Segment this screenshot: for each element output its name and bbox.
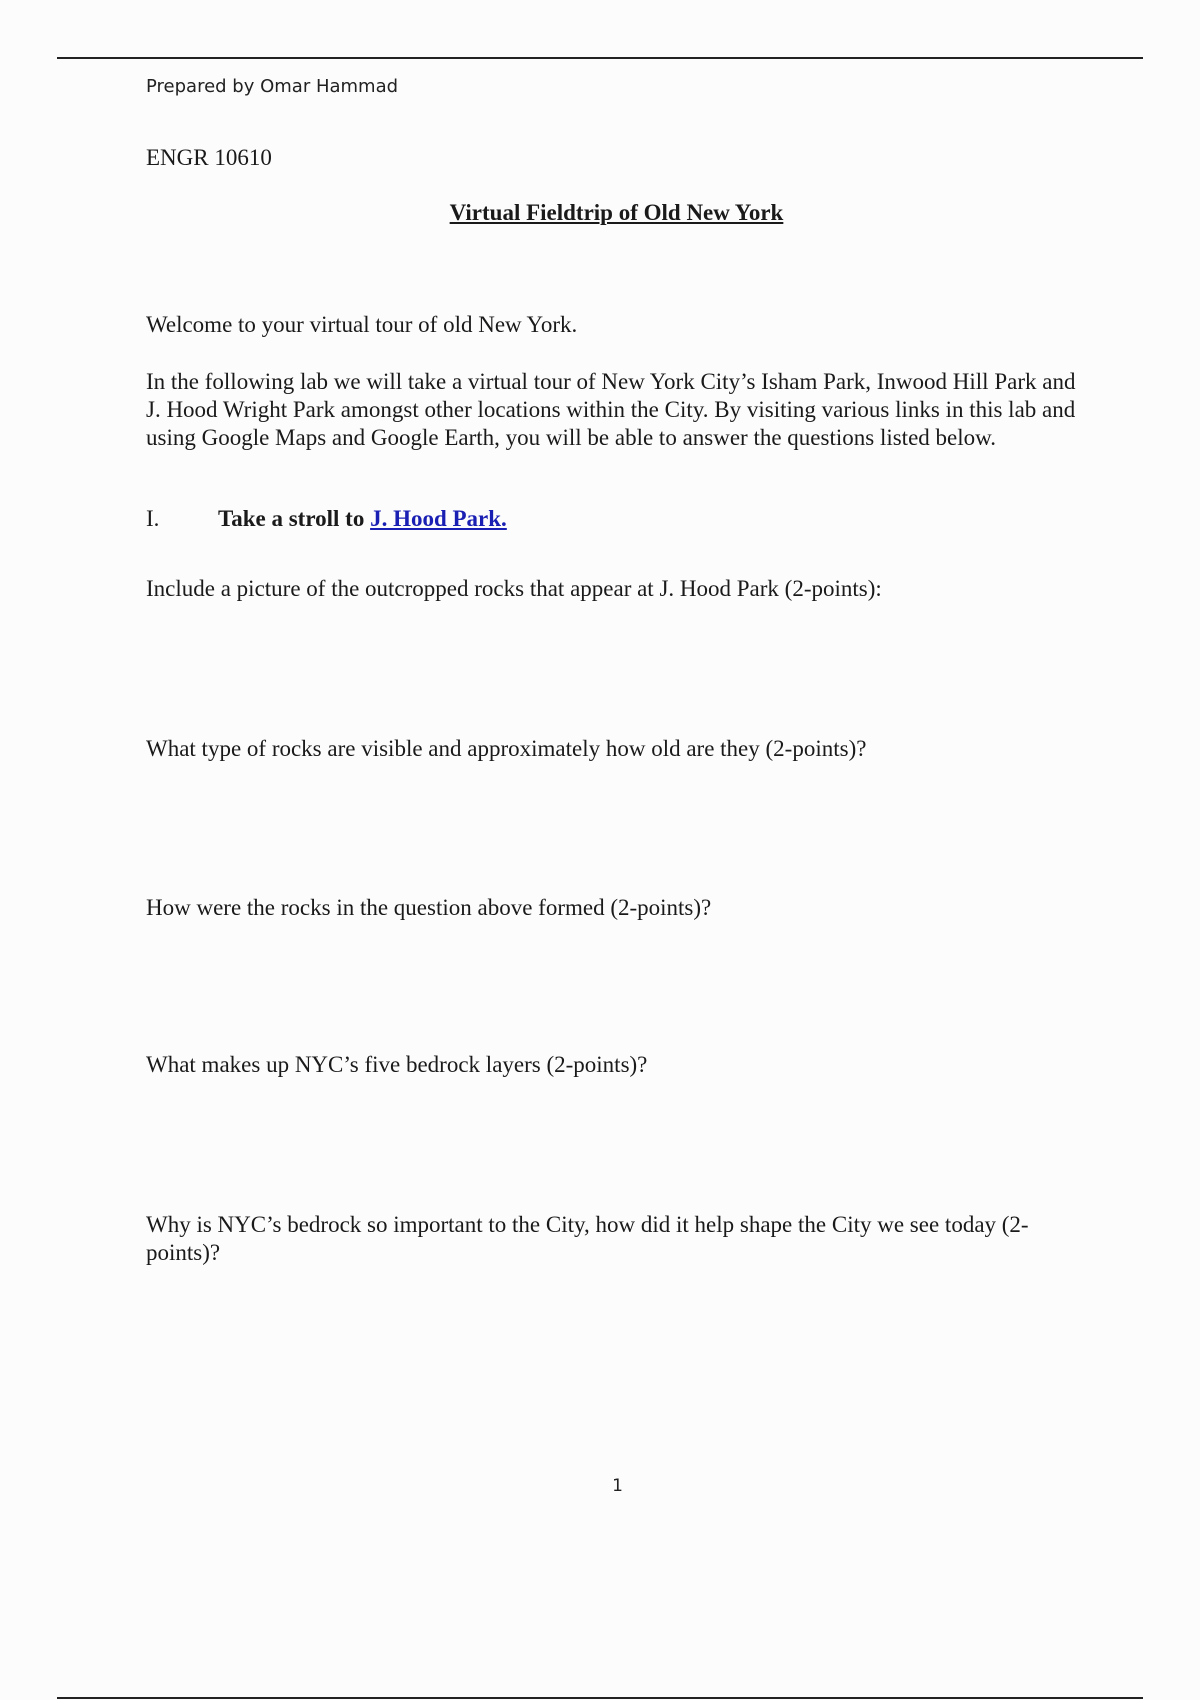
question-1: Include a picture of the outcropped rocks that appear at J. Hood Park (2-points): — [146, 576, 882, 601]
section-heading — [146, 506, 507, 532]
question-5: Why is NYC’s bedrock so important to the City, how did it help shape the City we see today (2-points)? — [146, 1212, 1029, 1265]
question-2: What type of rocks are visible and approximately how old are they (2-points)? — [146, 736, 867, 761]
section-numeral: I. — [146, 506, 160, 531]
j-hood-park-link[interactable]: J. Hood Park. — [370, 506, 507, 531]
header-rule — [57, 57, 1143, 59]
question-4: What makes up NYC’s five bedrock layers (2-points)? — [146, 1052, 648, 1077]
welcome-paragraph: Welcome to your virtual tour of old New York. — [146, 312, 578, 337]
document-title: Virtual Fieldtrip of Old New York — [449, 200, 784, 225]
prepared-by-header: Prepared by Omar Hammad — [146, 76, 399, 97]
page-number: 1 — [612, 1476, 623, 1496]
course-code: ENGR 10610 — [146, 145, 272, 170]
question-3: How were the rocks in the question above formed (2-points)? — [146, 895, 712, 920]
intro-paragraph: In the following lab we will take a virtual tour of New York City’s Isham Park, Inwood Hill Park and J. Hood Wright Park amongst other locations within the City. By visiting various links in this lab and using Google Maps and Google Earth, you will be able to answer the questions listed below. — [146, 369, 1076, 450]
footer-rule — [57, 1697, 1143, 1699]
section-lead-text: Take a stroll to — [218, 506, 371, 531]
